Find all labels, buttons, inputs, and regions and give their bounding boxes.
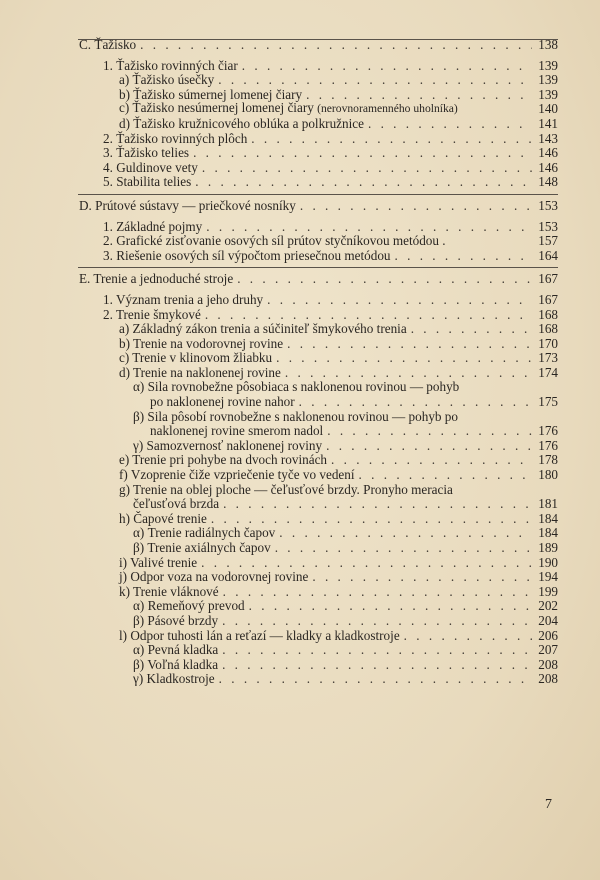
toc-entry bbox=[0, 629, 600, 644]
entry-note: (nerovnoramenného uholníka) bbox=[317, 102, 458, 116]
leader-dots bbox=[222, 643, 532, 658]
entry-title bbox=[119, 351, 272, 366]
entry-text: c) Ťažisko nesúmernej lomenej čiary bbox=[119, 100, 314, 116]
entry-text: β) Voľná kladka bbox=[133, 656, 219, 672]
entry-title bbox=[133, 541, 271, 556]
toc-entry bbox=[0, 424, 600, 439]
entry-title bbox=[119, 101, 458, 117]
toc-entry bbox=[0, 497, 600, 512]
entry-page-number: 194 bbox=[538, 569, 558, 585]
leader-dots bbox=[411, 322, 532, 337]
toc-entry bbox=[0, 337, 600, 352]
entry-text: 2. Trenie šmykové bbox=[103, 306, 201, 322]
entry-text: a) Základný zákon trenia a súčiniteľ šmykového trenia bbox=[119, 321, 407, 337]
toc-entry bbox=[0, 117, 600, 132]
entry-page-number: 139 bbox=[538, 72, 558, 88]
leader-dots bbox=[276, 351, 532, 366]
entry-page-number: 164 bbox=[538, 247, 558, 263]
leader-dots bbox=[306, 88, 532, 103]
toc-entry bbox=[0, 483, 600, 498]
entry-title bbox=[119, 366, 281, 381]
entry-text: E. Trenie a jednoduché stroje bbox=[79, 271, 234, 287]
toc-entry bbox=[0, 351, 600, 366]
toc-entry bbox=[0, 161, 600, 176]
toc-entry bbox=[0, 526, 600, 541]
leader-dots bbox=[395, 249, 532, 264]
toc-entry bbox=[0, 220, 600, 235]
entry-text: 1. Základné pojmy bbox=[103, 218, 203, 234]
entry-page-number: 170 bbox=[538, 335, 558, 351]
toc-entry bbox=[0, 102, 600, 117]
entry-title bbox=[119, 337, 283, 352]
entry-title bbox=[133, 410, 458, 425]
entry-page-number: 176 bbox=[538, 423, 558, 439]
entry-title bbox=[119, 570, 308, 585]
entry-text: γ) Samozvernosť naklonenej roviny bbox=[133, 437, 323, 453]
section-heading bbox=[0, 38, 600, 53]
entry-text: 1. Ťažisko rovinných čiar bbox=[103, 57, 238, 73]
entry-title bbox=[103, 220, 202, 235]
entry-text: α) Trenie radiálnych čapov bbox=[133, 525, 276, 541]
entry-text: l) Odpor tuhosti lán a reťazí — kladky a kladkostroje bbox=[119, 627, 400, 643]
entry-page-number: 176 bbox=[538, 437, 558, 453]
toc-entry bbox=[0, 73, 600, 88]
toc-entry bbox=[0, 132, 600, 147]
entry-text: c) Trenie v klinovom žliabku bbox=[119, 350, 273, 366]
entry-title bbox=[150, 395, 295, 410]
entry-text: 4. Guldinove vety bbox=[103, 159, 198, 175]
entry-text: j) Odpor voza na vodorovnej rovine bbox=[119, 569, 309, 585]
leader-dots bbox=[331, 453, 532, 468]
toc-entry bbox=[0, 395, 600, 410]
entry-page-number: 173 bbox=[538, 350, 558, 366]
entry-title bbox=[119, 585, 219, 600]
divider-section-e bbox=[78, 267, 558, 268]
entry-title bbox=[103, 175, 191, 190]
toc-entry bbox=[0, 322, 600, 337]
entry-text: α) Sila rovnobežne pôsobiaca s naklonenou rovinou — pohyb bbox=[133, 379, 460, 395]
entry-text: β) Trenie axiálnych čapov bbox=[133, 540, 271, 555]
toc-entry bbox=[0, 234, 600, 249]
leader-dots bbox=[206, 220, 532, 235]
toc-entry bbox=[0, 570, 600, 585]
divider-section-d bbox=[78, 194, 558, 195]
toc-section-d bbox=[0, 199, 600, 263]
entry-title bbox=[119, 629, 400, 644]
leader-dots bbox=[279, 526, 532, 541]
entry-title bbox=[119, 468, 355, 483]
entry-page-number: 178 bbox=[538, 452, 558, 468]
leader-dots bbox=[218, 73, 532, 88]
entry-page-number: 180 bbox=[538, 467, 558, 483]
leader-dots bbox=[404, 629, 532, 644]
entry-title bbox=[133, 526, 275, 541]
entry-title bbox=[133, 643, 218, 658]
entry-page-number: 140 bbox=[538, 101, 558, 117]
entry-page-number: 146 bbox=[538, 159, 558, 175]
entry-text: 3. Ťažisko telies bbox=[103, 145, 190, 161]
toc-entry bbox=[0, 541, 600, 556]
toc-entry bbox=[0, 59, 600, 74]
entry-page-number: 208 bbox=[538, 671, 558, 687]
leader-dots bbox=[223, 497, 532, 512]
entry-page-number: 184 bbox=[538, 510, 558, 526]
entry-title bbox=[133, 672, 215, 687]
toc-entry bbox=[0, 308, 600, 323]
toc-entry bbox=[0, 512, 600, 527]
page-number: 7 bbox=[545, 797, 552, 812]
entry-page-number: 139 bbox=[538, 86, 558, 102]
leader-dots bbox=[267, 293, 532, 308]
leader-dots bbox=[242, 59, 532, 74]
toc-entry bbox=[0, 599, 600, 614]
entry-text: h) Čapové trenie bbox=[119, 510, 207, 526]
leader-dots bbox=[205, 308, 532, 323]
entry-page-number: 204 bbox=[538, 612, 558, 628]
leader-dots bbox=[211, 512, 532, 527]
leader-dots bbox=[223, 585, 532, 600]
entry-text: α) Pevná kladka bbox=[133, 642, 219, 658]
entry-title bbox=[79, 199, 296, 214]
entry-title bbox=[133, 658, 218, 673]
entry-page-number: 138 bbox=[538, 37, 558, 52]
entry-title bbox=[103, 146, 189, 161]
entry-text: b) Trenie na vodorovnej rovine bbox=[119, 335, 284, 351]
entry-page-number: 141 bbox=[538, 115, 558, 131]
entry-text: po naklonenej rovine nahor bbox=[150, 394, 295, 410]
entry-page-number: 157 bbox=[538, 233, 558, 249]
toc-section-e bbox=[0, 272, 600, 687]
leader-dots bbox=[219, 672, 532, 687]
entry-text: α) Remeňový prevod bbox=[133, 598, 245, 614]
leader-dots bbox=[300, 199, 532, 214]
entry-title bbox=[119, 483, 453, 498]
entry-text: naklonenej rovine smerom nadol bbox=[150, 423, 324, 439]
entry-page-number: 153 bbox=[538, 218, 558, 234]
toc-entry bbox=[0, 614, 600, 629]
leader-dots bbox=[312, 570, 532, 585]
entry-page-number: 184 bbox=[538, 525, 558, 541]
leader-dots bbox=[202, 161, 532, 176]
entry-title bbox=[119, 322, 407, 337]
entry-page-number: 199 bbox=[538, 583, 558, 599]
entry-text: 1. Význam trenia a jeho druhy bbox=[103, 291, 264, 307]
toc-entry bbox=[0, 658, 600, 673]
entry-page-number: 174 bbox=[538, 364, 558, 380]
leader-dots bbox=[326, 439, 532, 454]
entry-page-number: 206 bbox=[538, 627, 558, 643]
entry-title bbox=[119, 117, 364, 132]
toc-entry bbox=[0, 146, 600, 161]
entry-text: 5. Stabilita telies bbox=[103, 174, 192, 190]
entry-page-number: 207 bbox=[538, 642, 558, 658]
entry-text: 2. Ťažisko rovinných plôch bbox=[103, 130, 248, 146]
leader-dots bbox=[251, 132, 532, 147]
entry-page-number: 168 bbox=[538, 321, 558, 337]
entry-page-number: 139 bbox=[538, 57, 558, 73]
section-heading bbox=[0, 272, 600, 287]
entry-page-number: 189 bbox=[538, 540, 558, 555]
entry-text: γ) Kladkostroje bbox=[133, 671, 215, 687]
toc-entry bbox=[0, 293, 600, 308]
entry-title bbox=[119, 73, 214, 88]
leader-dots bbox=[275, 541, 532, 556]
entry-title bbox=[119, 556, 197, 571]
entry-text: d) Ťažisko kružnicového oblúka a polkružnice bbox=[119, 115, 364, 131]
entry-title bbox=[133, 614, 218, 629]
entry-text: b) Ťažisko súmernej lomenej čiary bbox=[119, 86, 303, 102]
leader-dots bbox=[140, 38, 532, 53]
leader-dots bbox=[285, 366, 532, 381]
entry-text: a) Ťažisko úsečky bbox=[119, 72, 215, 88]
entry-page-number: 146 bbox=[538, 145, 558, 161]
entry-title bbox=[103, 132, 247, 147]
leader-dots bbox=[195, 175, 532, 190]
entry-page-number: 143 bbox=[538, 130, 558, 146]
entry-title bbox=[133, 439, 322, 454]
entry-page-number: 167 bbox=[538, 291, 558, 307]
toc-entry bbox=[0, 643, 600, 658]
entry-page-number: 168 bbox=[538, 306, 558, 322]
entry-text: C. Ťažisko bbox=[79, 37, 137, 52]
entry-text: d) Trenie na naklonenej rovine bbox=[119, 364, 281, 380]
toc-entry bbox=[0, 453, 600, 468]
leader-dots bbox=[222, 614, 532, 629]
entry-text: k) Trenie vláknové bbox=[119, 583, 219, 599]
leader-dots bbox=[287, 337, 532, 352]
entry-title bbox=[150, 424, 323, 439]
entry-text: e) Trenie pri pohybe na dvoch rovinách bbox=[119, 452, 328, 468]
leader-dots bbox=[249, 599, 532, 614]
entry-page-number: 148 bbox=[538, 174, 558, 190]
entry-title bbox=[119, 453, 327, 468]
toc-entry bbox=[0, 249, 600, 264]
entry-page-number: 181 bbox=[538, 496, 558, 512]
entry-title bbox=[103, 59, 238, 74]
leader-dots bbox=[237, 272, 532, 287]
toc-entry bbox=[0, 439, 600, 454]
entry-text: 2. Grafické zisťovanie osových síl prútov styčníkovou metódou . bbox=[103, 233, 446, 249]
entry-text: f) Vzoprenie čiže vzpriečenie tyče vo vedení bbox=[119, 467, 355, 483]
entry-text: β) Sila pôsobí rovnobežne s naklonenou rovinou — pohyb po bbox=[133, 408, 458, 424]
entry-title bbox=[103, 234, 446, 249]
entry-page-number: 190 bbox=[538, 554, 558, 570]
leader-dots bbox=[359, 468, 532, 483]
entry-title bbox=[79, 272, 233, 287]
toc-entry bbox=[0, 585, 600, 600]
entry-title bbox=[133, 497, 219, 512]
entry-title bbox=[79, 38, 136, 53]
toc-entry bbox=[0, 672, 600, 687]
leader-dots bbox=[327, 424, 532, 439]
entry-text: g) Trenie na oblej ploche — čeľusťové brzdy. Pronyho meracia bbox=[119, 481, 453, 497]
leader-dots bbox=[193, 146, 532, 161]
entry-page-number: 175 bbox=[538, 394, 558, 410]
entry-text: 3. Riešenie osových síl výpočtom priesečnou metódou bbox=[103, 247, 391, 263]
toc-entry bbox=[0, 175, 600, 190]
toc-entry bbox=[0, 556, 600, 571]
leader-dots bbox=[368, 117, 532, 132]
entry-text: β) Pásové brzdy bbox=[133, 612, 219, 628]
leader-dots bbox=[299, 395, 532, 410]
toc-section-c bbox=[0, 38, 600, 190]
entry-title bbox=[133, 380, 459, 395]
entry-text: čeľusťová brzda bbox=[133, 496, 220, 512]
entry-page-number: 167 bbox=[538, 271, 558, 287]
entry-page-number: 202 bbox=[538, 598, 558, 614]
entry-page-number: 208 bbox=[538, 656, 558, 672]
entry-title bbox=[133, 599, 245, 614]
toc-entry bbox=[0, 380, 600, 395]
entry-title bbox=[119, 512, 207, 527]
entry-title bbox=[103, 249, 391, 264]
entry-text: D. Prútové sústavy — priečkové nosníky bbox=[79, 197, 296, 213]
toc-entry bbox=[0, 468, 600, 483]
entry-page-number: 153 bbox=[538, 197, 558, 213]
entry-title bbox=[103, 293, 263, 308]
leader-dots bbox=[201, 556, 532, 571]
toc-entry bbox=[0, 410, 600, 425]
entry-text: i) Valivé trenie bbox=[119, 554, 198, 570]
section-heading bbox=[0, 199, 600, 214]
divider-top bbox=[78, 39, 558, 40]
leader-dots bbox=[222, 658, 532, 673]
table-of-contents bbox=[0, 38, 600, 696]
toc-entry bbox=[0, 366, 600, 381]
entry-title bbox=[103, 308, 201, 323]
entry-title bbox=[103, 161, 198, 176]
